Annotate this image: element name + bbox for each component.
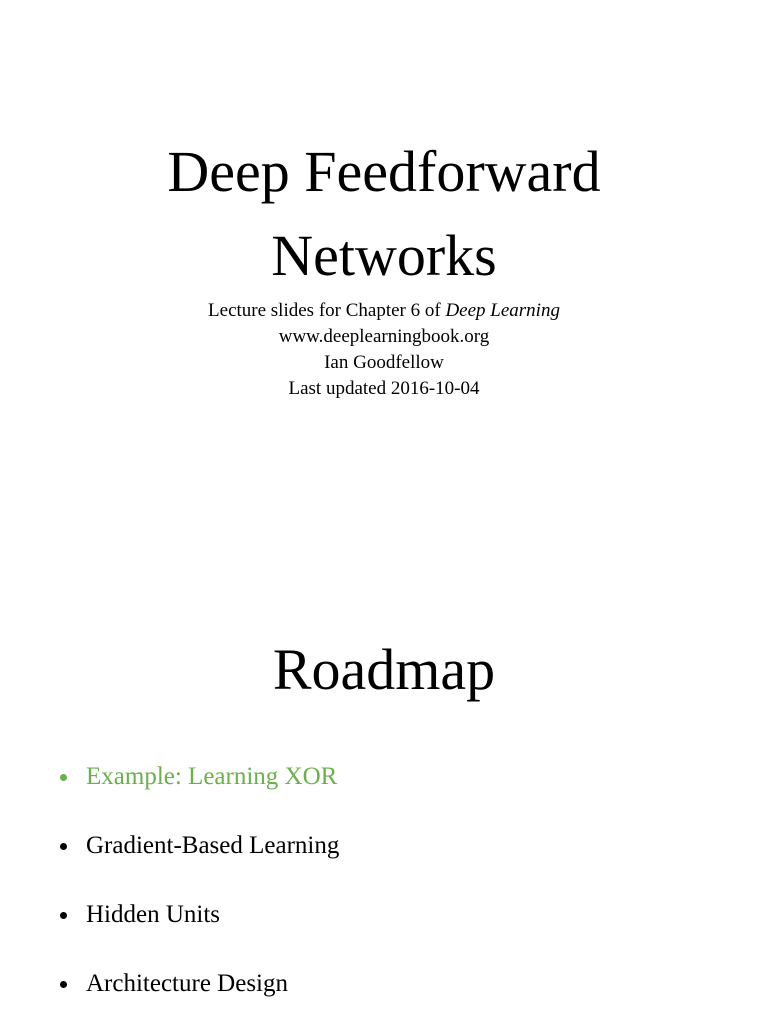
roadmap-list [60, 760, 339, 1036]
roadmap-item [60, 967, 339, 1036]
roadmap-item-label: Example: Learning XOR [86, 763, 338, 790]
website-text: www.deeplearningbook.org [278, 326, 490, 347]
roadmap-title: Roadmap [272, 637, 496, 702]
book-title: Deep Learning [445, 300, 560, 321]
author-name: Ian Goodfellow [324, 352, 444, 373]
bullet-icon [60, 912, 67, 919]
last-updated: Last updated 2016-10-04 [288, 378, 480, 399]
title-line-1: Deep Feedforward [167, 139, 601, 204]
subtitle-block [0, 298, 768, 402]
title-line-2: Networks [271, 223, 497, 288]
lecture-prefix: Lecture slides for Chapter 6 of [208, 300, 446, 321]
roadmap-item [60, 829, 339, 898]
roadmap-item-label: Gradient-Based Learning [86, 832, 340, 859]
roadmap-item-label: Hidden Units [86, 901, 221, 928]
roadmap-item-label: Architecture Design [86, 970, 289, 997]
lecture-description [0, 298, 768, 324]
slide-title [0, 130, 768, 298]
bullet-icon [60, 981, 67, 988]
roadmap-item [60, 898, 339, 967]
roadmap-item [60, 760, 339, 829]
bullet-icon [60, 843, 67, 850]
bullet-icon [60, 774, 67, 781]
